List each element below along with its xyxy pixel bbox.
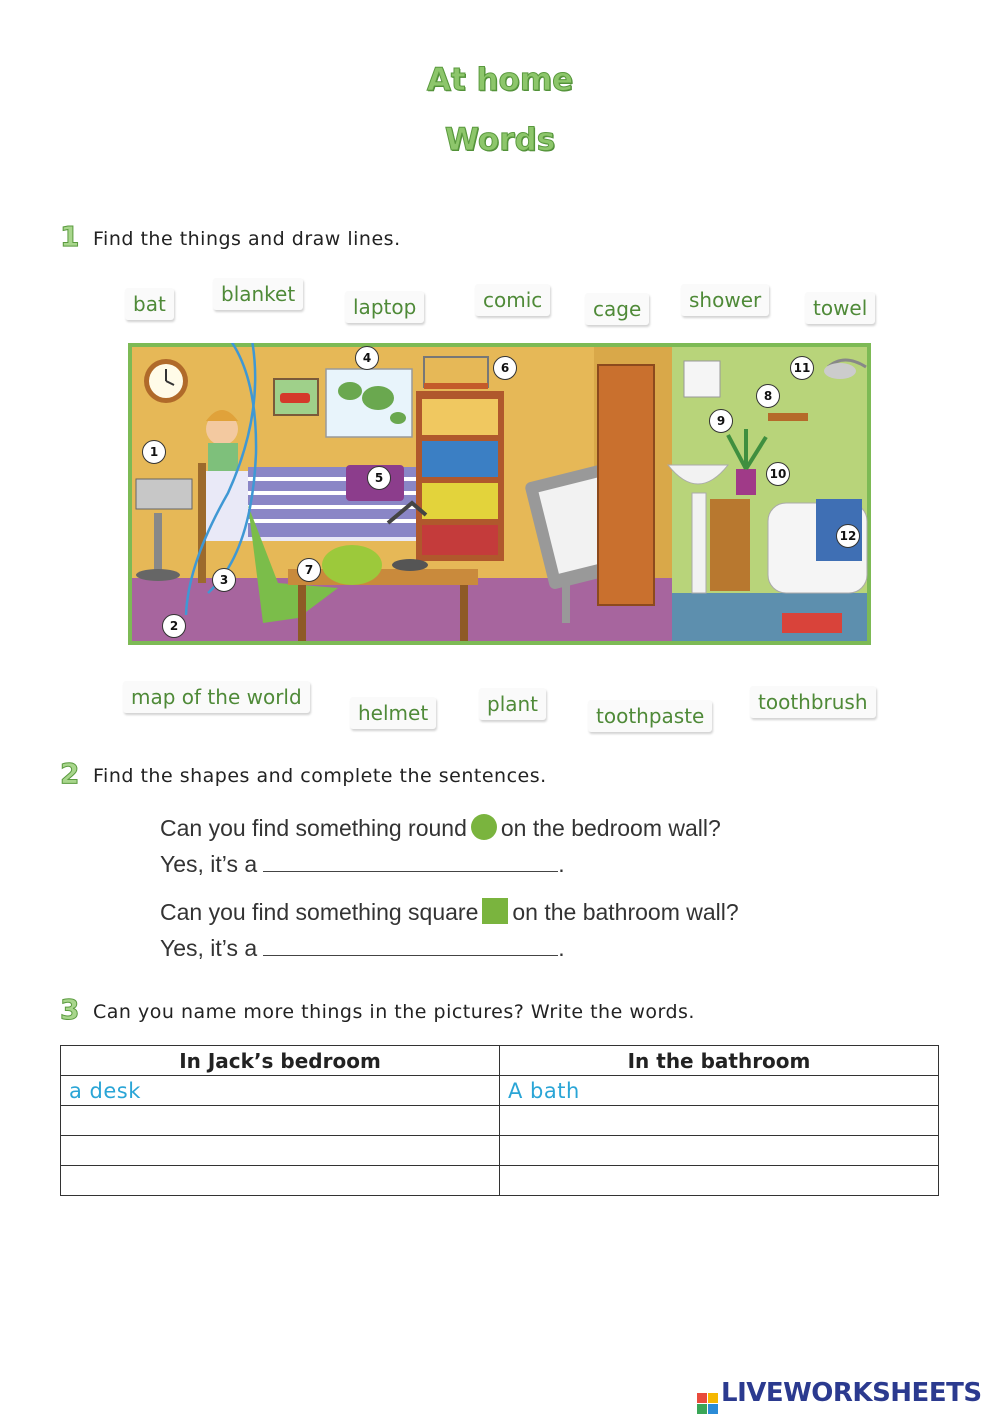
question-round-start: Can you find something round bbox=[160, 815, 467, 841]
answer-square bbox=[160, 935, 565, 962]
door bbox=[598, 365, 654, 605]
marker-11: 11 bbox=[790, 356, 814, 380]
column-header-bedroom: In Jack’s bedroom bbox=[61, 1046, 500, 1076]
question-square bbox=[160, 898, 739, 926]
logo-text: LIVEWORKSHEETS bbox=[721, 1378, 982, 1408]
word-toothbrush[interactable]: toothbrush bbox=[750, 686, 876, 718]
marker-8: 8 bbox=[756, 384, 780, 408]
page-title: At home bbox=[426, 62, 574, 98]
word-blanket[interactable]: blanket bbox=[213, 278, 303, 310]
table-row bbox=[61, 1136, 939, 1166]
answer-round-end: . bbox=[558, 851, 565, 877]
marker-4: 4 bbox=[355, 346, 379, 370]
helmet bbox=[322, 545, 382, 585]
exercise-1-number: 1 bbox=[60, 220, 80, 253]
exercise-3-instruction: Can you name more things in the pictures? Write the words. bbox=[93, 1001, 695, 1023]
answer-round-prefix: Yes, it’s a bbox=[160, 851, 258, 877]
marker-10: 10 bbox=[766, 462, 790, 486]
words-table bbox=[60, 1045, 939, 1196]
bathroom-answer-3[interactable] bbox=[500, 1136, 939, 1166]
mirror bbox=[684, 361, 720, 397]
word-shower[interactable]: shower bbox=[681, 284, 769, 316]
exercise-2-instruction: Find the shapes and complete the sentences. bbox=[93, 765, 547, 787]
table-row bbox=[61, 1166, 939, 1196]
question-square-start: Can you find something square bbox=[160, 899, 479, 925]
question-square-end: on the bathroom wall? bbox=[512, 899, 739, 925]
green-square-icon bbox=[482, 898, 508, 924]
clock-icon bbox=[144, 359, 188, 403]
car-picture bbox=[274, 379, 318, 415]
marker-7: 7 bbox=[297, 558, 321, 582]
bedroom-answer-1[interactable]: a desk bbox=[61, 1076, 500, 1106]
world-map bbox=[326, 369, 412, 437]
question-round-end: on the bedroom wall? bbox=[500, 815, 721, 841]
table-row bbox=[61, 1106, 939, 1136]
page-subtitle: Words bbox=[444, 122, 556, 158]
bookshelf bbox=[416, 391, 504, 561]
bath-mat bbox=[782, 613, 842, 633]
logo-mark-icon bbox=[697, 1393, 718, 1414]
exercise-2-number: 2 bbox=[60, 757, 80, 790]
answer-square-blank[interactable] bbox=[263, 935, 558, 956]
marker-2: 2 bbox=[162, 614, 186, 638]
exercise-1-instruction: Find the things and draw lines. bbox=[93, 228, 401, 250]
answer-round-blank[interactable] bbox=[263, 851, 558, 872]
marker-1: 1 bbox=[142, 440, 166, 464]
word-comic[interactable]: comic bbox=[475, 284, 550, 316]
marker-12: 12 bbox=[836, 524, 860, 548]
bathroom-answer-1[interactable]: A bath bbox=[500, 1076, 939, 1106]
word-bat[interactable]: bat bbox=[125, 288, 174, 320]
word-cage[interactable]: cage bbox=[585, 293, 649, 325]
word-laptop[interactable]: laptop bbox=[345, 291, 424, 323]
bedroom-answer-3[interactable] bbox=[61, 1136, 500, 1166]
table-row bbox=[61, 1076, 939, 1106]
answer-round bbox=[160, 851, 565, 878]
shelf bbox=[768, 413, 808, 421]
bedroom-answer-4[interactable] bbox=[61, 1166, 500, 1196]
column-header-bathroom: In the bathroom bbox=[500, 1046, 939, 1076]
marker-3: 3 bbox=[212, 568, 236, 592]
liveworksheets-logo[interactable] bbox=[697, 1378, 982, 1414]
answer-square-end: . bbox=[558, 935, 565, 961]
word-map-of-the-world[interactable]: map of the world bbox=[123, 681, 310, 713]
table-header-row bbox=[61, 1046, 939, 1076]
word-plant[interactable]: plant bbox=[479, 688, 546, 720]
green-circle-icon bbox=[471, 814, 497, 840]
question-round bbox=[160, 814, 721, 842]
bathroom-answer-2[interactable] bbox=[500, 1106, 939, 1136]
answer-square-prefix: Yes, it’s a bbox=[160, 935, 258, 961]
word-towel[interactable]: towel bbox=[805, 292, 875, 324]
marker-9: 9 bbox=[709, 409, 733, 433]
bathroom-answer-4[interactable] bbox=[500, 1166, 939, 1196]
marker-5: 5 bbox=[367, 466, 391, 490]
bedroom-answer-2[interactable] bbox=[61, 1106, 500, 1136]
exercise-3-number: 3 bbox=[60, 993, 80, 1026]
word-helmet[interactable]: helmet bbox=[350, 697, 436, 729]
word-toothpaste[interactable]: toothpaste bbox=[588, 700, 712, 732]
cabinet bbox=[710, 499, 750, 591]
marker-6: 6 bbox=[493, 356, 517, 380]
